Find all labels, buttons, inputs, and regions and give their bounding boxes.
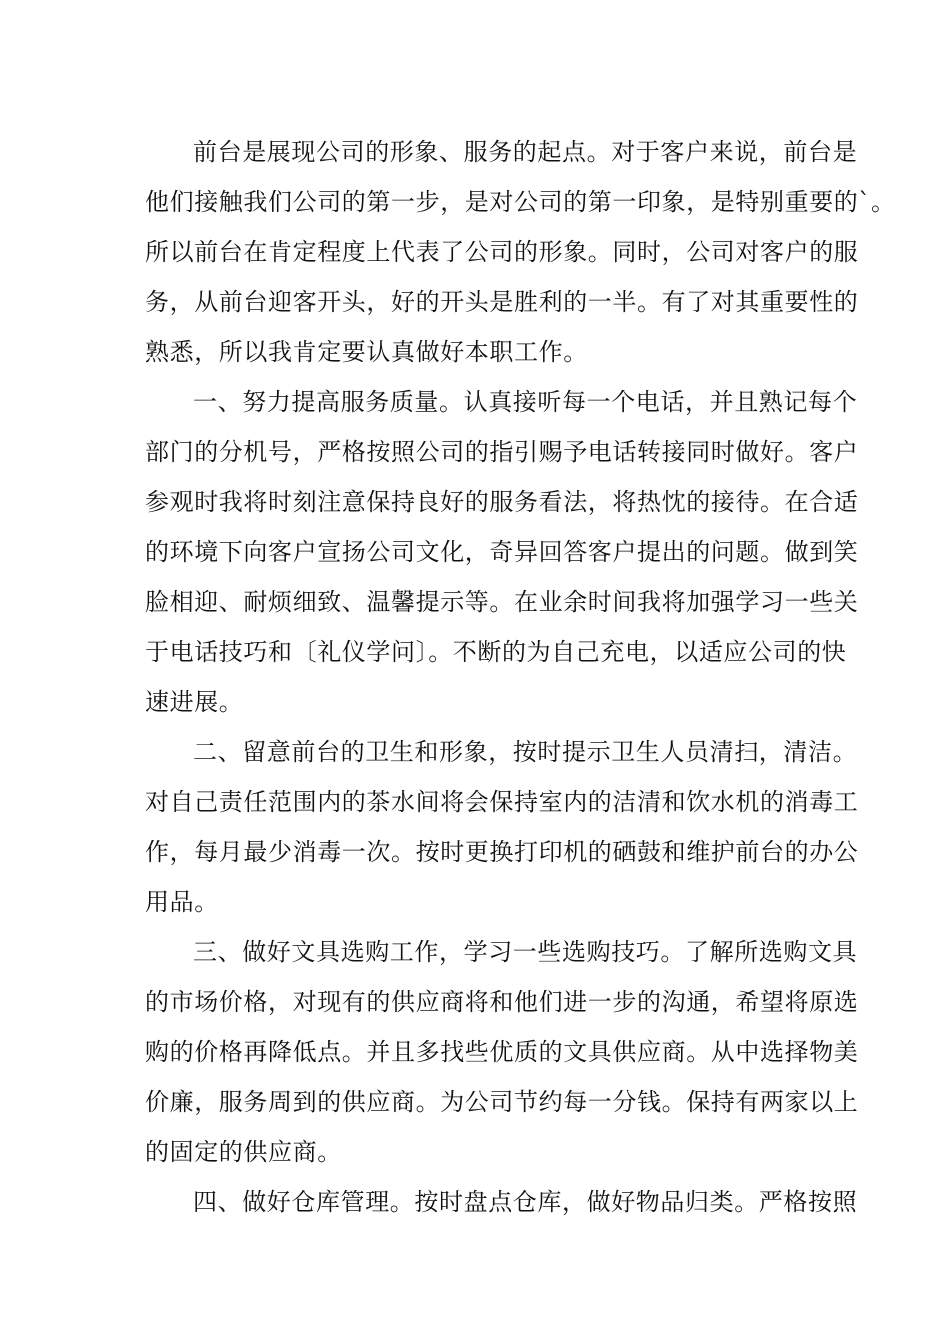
paragraph-three-line-1: 三、做好文具选购工作，学习一些选购技巧。了解所选购文具 [193,938,858,966]
paragraph-three-line-3: 购的价格再降低点。并且多找些优质的文具供应商。从中选择物美 [145,1038,859,1066]
paragraph-two-line-4: 用品。 [145,888,219,916]
paragraph-one-line-7: 速进展。 [145,688,244,716]
paragraph-one-line-3: 参观时我将时刻注意保持良好的服务看法，将热忱的接待。在合适 [145,488,859,516]
paragraph-three-line-2: 的市场价格，对现有的供应商将和他们进一步的沟通，希望将原选 [145,988,859,1016]
paragraph-four-line-1: 四、做好仓库管理。按时盘点仓库，做好物品归类。严格按照 [193,1188,858,1216]
paragraph-intro-line-1: 前台是展现公司的形象、服务的起点。对于客户来说，前台是 [193,138,858,166]
paragraph-intro-line-4: 务，从前台迎客开头，好的开头是胜利的一半。有了对其重要性的 [145,288,859,316]
paragraph-two-line-2: 对自己责任范围内的茶水间将会保持室内的洁清和饮水机的消毒工 [145,788,859,816]
paragraph-intro-line-3: 所以前台在肯定程度上代表了公司的形象。同时，公司对客户的服 [145,238,859,266]
paragraph-intro-line-5: 熟悉，所以我肯定要认真做好本职工作。 [145,338,588,366]
paragraph-intro-line-2: 他们接触我们公司的第一步，是对公司的第一印象，是特别重要的`。 [145,188,896,216]
paragraph-two-line-3: 作，每月最少消毒一次。按时更换打印机的硒鼓和维护前台的办公 [145,838,859,866]
paragraph-one-line-4: 的环境下向客户宣扬公司文化，奇异回答客户提出的问题。做到笑 [145,538,859,566]
paragraph-one-line-5: 脸相迎、耐烦细致、温馨提示等。在业余时间我将加强学习一些关 [145,588,859,616]
paragraph-three-line-5: 的固定的供应商。 [145,1138,342,1166]
paragraph-one-line-1: 一、努力提高服务质量。认真接听每一个电话，并且熟记每个 [193,388,858,416]
paragraph-two-line-1: 二、留意前台的卫生和形象，按时提示卫生人员清扫，清洁。 [193,738,858,766]
paragraph-three-line-4: 价廉，服务周到的供应商。为公司节约每一分钱。保持有两家以上 [145,1088,859,1116]
paragraph-one-line-2: 部门的分机号，严格按照公司的指引赐予电话转接同时做好。客户 [145,438,859,466]
paragraph-one-line-6: 于电话技巧和〔礼仪学问〕。不断的为自己充电，以适应公司的快 [145,638,847,666]
